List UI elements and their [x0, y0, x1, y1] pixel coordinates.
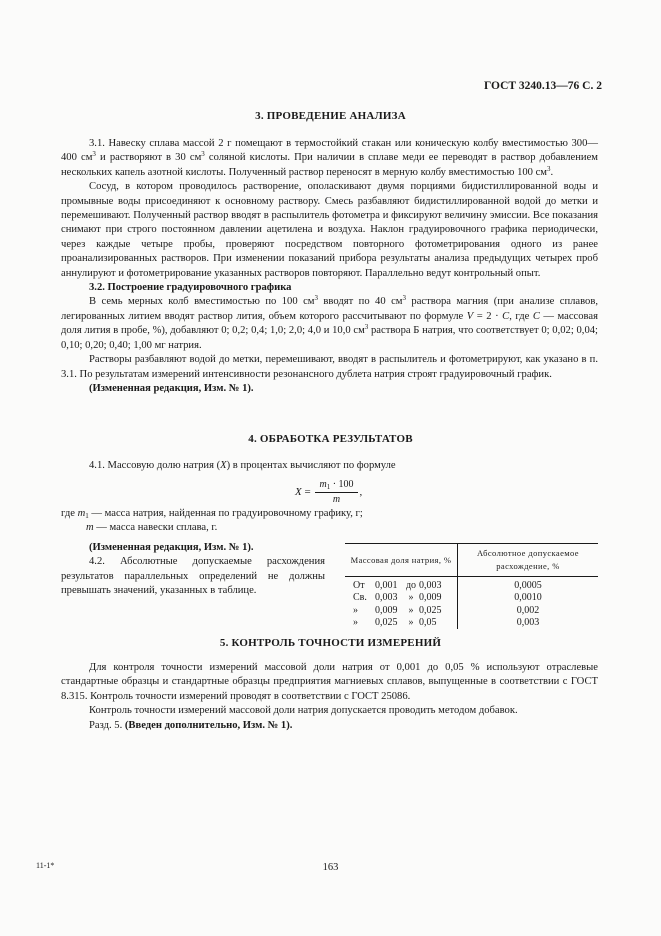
table-row [345, 617, 598, 629]
table-cell-range: » 0,025 » 0,05 [345, 617, 458, 629]
table-cell-range: От 0,001 до 0,003 [345, 577, 458, 593]
page-header: ГОСТ 3240.13—76 С. 2 [483, 80, 602, 92]
paragraph-3-1-cont: Сосуд, в котором проводилось растворение, ополаскивают двумя порциями бидистиллированной воды и промывные воды присоединяют к основному раствору. Смесь разбавляют бидистиллированной водой до метки и перемешивают. Полученный раствор вводят в распылитель фотометра и фиксируют величину эмиссии. Все показания снимают при строго постоянном давлении ацетилена и воздуха. Наклон градуировочного графика периодически, через каждые четыре пробы, проверяют посредством повторного фотометрирования одного из ранее проанализированных растворов. При изменении показаний прибора результаты анализа предыдущих четырех проб аннулируют и фотометрирование указанных растворов повторяют. Параллельно ведут контрольный опыт. [61, 181, 598, 279]
paragraph-3-2-cont: Растворы разбавляют водой до метки, перемешивают, вводят в распылитель и фотометрируют, как указано в п. 3.1. По результатам измерений интенсивности резонансного дублета натрия строят градуировочный график. [61, 354, 598, 380]
section-5-title: 5. КОНТРОЛЬ ТОЧНОСТИ ИЗМЕРЕНИЙ [219, 637, 442, 649]
table-cell-range: » 0,009 » 0,025 [345, 605, 458, 617]
table-header-fraction: Массовая доля натрия, % [345, 544, 458, 577]
section-4-title: 4. ОБРАБОТКА РЕЗУЛЬТАТОВ [248, 433, 413, 445]
table-row [345, 592, 598, 604]
amendment-note-3: (Измененная редакция, Изм. № 1). [89, 382, 254, 394]
table-header-tolerance: Абсолютное допускаемое расхождение, % [458, 544, 599, 577]
paragraph-5-1: Для контроля точности измерений массовой доли натрия от 0,001 до 0,05 % используют отраслевые стандартные образцы и стандартные образцы предприятия магниевых сплавов, выпущенные в соответствии с ГОСТ 8.315. Контроль точности измерений проводят в соответствии с ГОСТ 25086. [61, 662, 598, 702]
paragraph-5-3: Разд. 5. (Введен дополнительно, Изм. № 1). [89, 719, 293, 731]
page-number: 163 [322, 862, 339, 873]
table-cell-tolerance: 0,0005 [514, 580, 542, 591]
paragraph-5-2: Контроль точности измерений массовой доли натрия допускается проводить методом добавок. [89, 705, 518, 717]
table-cell-range: Св. 0,003 » 0,009 [345, 592, 458, 604]
legend-m: m — масса навески сплава, г. [86, 522, 218, 534]
section-5-body [61, 661, 598, 733]
paragraph-4-1: 4.1. Массовую долю натрия (X) в процентах вычисляют по формуле [89, 460, 396, 471]
formula-legend [61, 507, 361, 536]
formula-fraction: $\frac{m_1 \cdot 100}{m}$ [315, 478, 357, 507]
amendment-note-4: (Измененная редакция, Изм. № 1). [89, 542, 254, 553]
legend-m1: где $m_1$ — масса натрия, найденная по градуировочному графику, г; [61, 508, 363, 520]
paragraph-3-1: 3.1. Навеску сплава массой 2 г помещают в термостойкий стакан или коническую колбу вместимостью 300—400 $см^3$ и растворяют в 30 $см^3$ соляной кислоты. При наличии в сплаве меди ее переводят в раствор добавлением нескольких капель азотной кислоты. Полученный раствор переносят в мерную колбу вместимостью 100 $см^3$. [61, 138, 599, 178]
table-row [345, 605, 598, 617]
table-cell-tolerance: 0,003 [516, 616, 540, 628]
paragraph-3-2: В семь мерных колб вместимостью по 100 $см^3$ вводят по 40 $см^3$ раствора магния (при анализе сплавов, легированных литием вводят раствор лития, объем которого рассчитывают по формуле V = 2 · C, где C — массовая доля лития в пробе, %), добавляют 0; 0,2; 0,4; 1,0; 2,0; 4,0 и 10,0 $см^3$ раствора Б натрия, что соответствует 0; 0,02; 0,04; 0,10; 0,20; 0,40; 1,00 мг натрия. [61, 294, 599, 351]
section-3-title: 3. ПРОВЕДЕНИЕ АНАЛИЗА [255, 110, 406, 122]
formula: X = $\frac{m_1 \cdot 100}{m}$ , [295, 479, 363, 505]
paragraph-4-2: 4.2. Абсолютные допускаемые расхождения результатов параллельных определений не должны превышать значений, указанных в таблице. [61, 556, 325, 597]
paragraph-4-2-block [61, 541, 325, 599]
table-cell-tolerance: 0,002 [516, 604, 540, 616]
subsection-3-2-title: 3.2. Построение градуировочного графика [89, 282, 292, 294]
tolerance-table [345, 543, 598, 629]
table-row [345, 577, 598, 593]
table-cell-tolerance: 0,0010 [514, 592, 542, 604]
footer-code: 11-1* [36, 861, 55, 870]
section-3-body [61, 137, 598, 396]
